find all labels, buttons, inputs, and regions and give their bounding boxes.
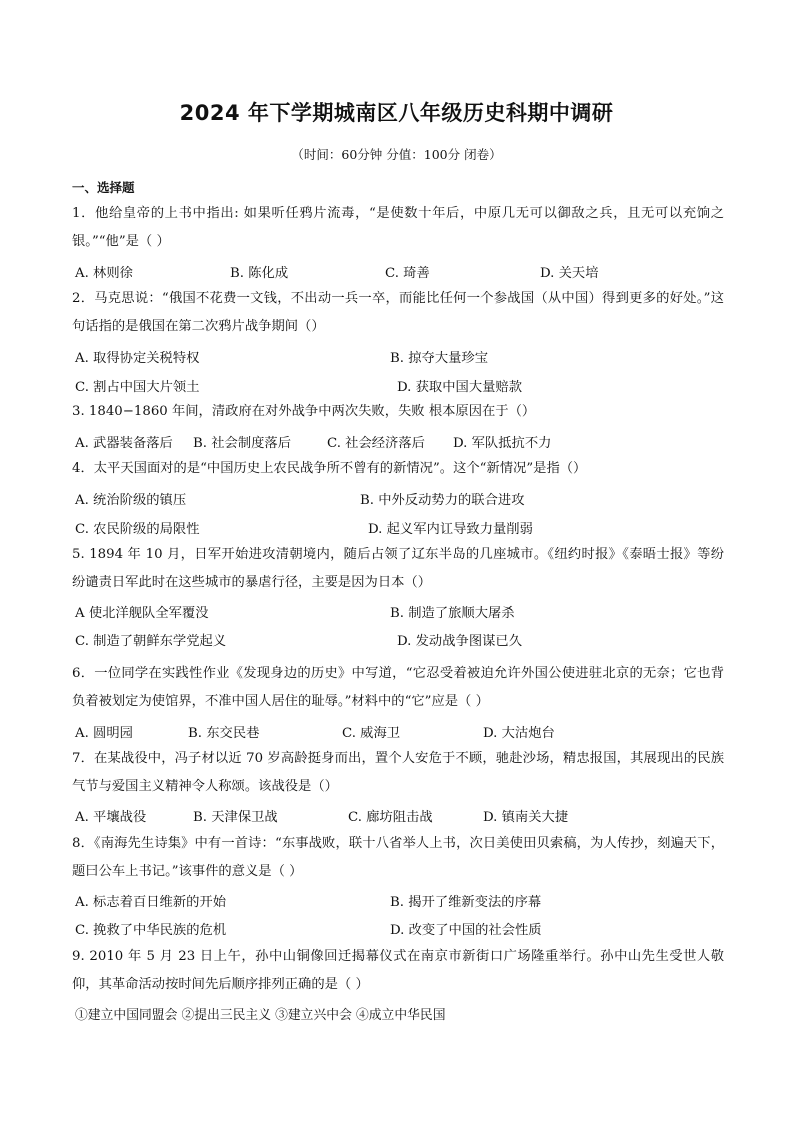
question-2-option-a[interactable]: A. 取得协定关税特权 — [75, 351, 200, 366]
question-1-option-a[interactable]: A. 林则徐 — [75, 266, 133, 281]
question-5-option-a[interactable]: A 使北洋舰队全军覆没 — [75, 606, 209, 621]
question-1-stem: 1．他给皇帝的上书中指出: 如果听任鸦片流毒，“是使数十年后，中原几无可以御敌之兵，且无可以充饷之银。”“他”是（ ） — [72, 206, 724, 249]
question-9-items: ①建立中国同盟会 ②提出三民主义 ③建立兴中会 ④成立中华民国 — [75, 1008, 446, 1023]
section-heading: 一、选择题 — [72, 180, 135, 195]
question-3-option-b[interactable]: B. 社会制度落后 — [193, 436, 292, 451]
question-7-stem: 7．在某战役中，冯子材以近 70 岁高龄挺身而出，置个人安危于不顾，驰赴沙场，精忠报国，其展现出的民族气节与爱国主义精神令人称颂。该战役是（） — [72, 751, 724, 794]
question-6-option-c[interactable]: C. 威海卫 — [342, 726, 401, 741]
question-8-option-d[interactable]: D. 改变了中国的社会性质 — [390, 923, 542, 938]
question-8-option-a[interactable]: A. 标志着百日维新的开始 — [75, 895, 227, 910]
page-title: 2024 年下学期城南区八年级历史科期中调研 — [179, 101, 614, 125]
question-6-option-a[interactable]: A. 圆明园 — [75, 726, 133, 741]
question-8-option-b[interactable]: B. 揭开了维新变法的序幕 — [390, 895, 542, 910]
question-5-stem: 5. 1894 年 10 月，日军开始进攻清朝境内，随后占领了辽东半岛的几座城市。《纽约时报》《泰晤士报》等纷纷谴责日军此时在这些城市的暴虐行径，主要是因为日本（） — [72, 547, 724, 590]
question-3-option-a[interactable]: A. 武器装备落后 — [75, 436, 173, 451]
question-1-option-d[interactable]: D. 关天培 — [540, 266, 599, 281]
question-8-stem: 8．《南海先生诗集》中有一首诗：“东事战败，联十八省举人上书，次日美使田贝索稿，为人传抄，刻遍天下，题曰公车上书记。”该事件的意义是（ ） — [72, 836, 724, 879]
question-1-option-c[interactable]: C. 琦善 — [385, 266, 430, 281]
question-7-option-c[interactable]: C. 廊坊阻击战 — [348, 810, 433, 825]
question-5-option-c[interactable]: C. 制造了朝鲜东学党起义 — [75, 634, 227, 649]
question-5-option-d[interactable]: D. 发动战争图谋已久 — [397, 634, 523, 649]
question-5-option-b[interactable]: B. 制造了旅顺大屠杀 — [390, 606, 515, 621]
exam-info: （时间：60分钟 分值：100分 闭卷） — [291, 147, 502, 162]
question-2-stem: 2．马克思说：“俄国不花费一文钱，不出动一兵一卒，而能比任何一个参战国（从中国）得到更多的好处。”这句话指的是俄国在第二次鸦片战争期间（） — [72, 291, 724, 334]
question-7-option-d[interactable]: D. 镇南关大捷 — [483, 810, 569, 825]
question-3-option-d[interactable]: D. 军队抵抗不力 — [453, 436, 552, 451]
question-6-option-d[interactable]: D. 大沽炮台 — [483, 726, 555, 741]
question-7-option-b[interactable]: B. 天津保卫战 — [193, 810, 278, 825]
question-2-option-d[interactable]: D. 获取中国大量赔款 — [397, 380, 523, 395]
question-4-option-b[interactable]: B. 中外反动势力的联合进攻 — [360, 493, 525, 508]
question-4-stem: 4．太平天国面对的是“中国历史上农民战争所不曾有的新情况”。这个“新情况”是指（） — [72, 461, 587, 476]
question-4-option-d[interactable]: D. 起义军内讧导致力量削弱 — [368, 522, 533, 537]
question-4-option-c[interactable]: C. 农民阶级的局限性 — [75, 522, 200, 537]
question-8-option-c[interactable]: C. 挽救了中华民族的危机 — [75, 923, 227, 938]
question-1-option-b[interactable]: B. 陈化成 — [230, 266, 289, 281]
question-3-option-c[interactable]: C. 社会经济落后 — [327, 436, 425, 451]
question-9-stem: 9. 2010 年 5 月 23 日上午，孙中山铜像回迁揭幕仪式在南京市新街口广场隆重举行。孙中山先生受世人敬仰，其革命活动按时间先后顺序排列正确的是（ ） — [72, 949, 724, 992]
question-2-option-c[interactable]: C. 割占中国大片领土 — [75, 380, 200, 395]
question-7-option-a[interactable]: A. 平壤战役 — [75, 810, 147, 825]
question-4-option-a[interactable]: A. 统治阶级的镇压 — [75, 493, 187, 508]
question-2-option-b[interactable]: B. 掠夺大量珍宝 — [390, 351, 489, 366]
question-6-stem: 6．一位同学在实践性作业《发现身边的历史》中写道，“它忍受着被迫允许外国公使进驻北京的无奈；它也背负着被划定为使馆界，不准中国人居住的耻辱。”材料中的“它”应是（ ） — [72, 666, 724, 709]
question-6-option-b[interactable]: B. 东交民巷 — [188, 726, 260, 741]
question-3-stem: 3. 1840−1860 年间，清政府在对外战争中两次失败，失败 根本原因在于（） — [72, 404, 536, 419]
